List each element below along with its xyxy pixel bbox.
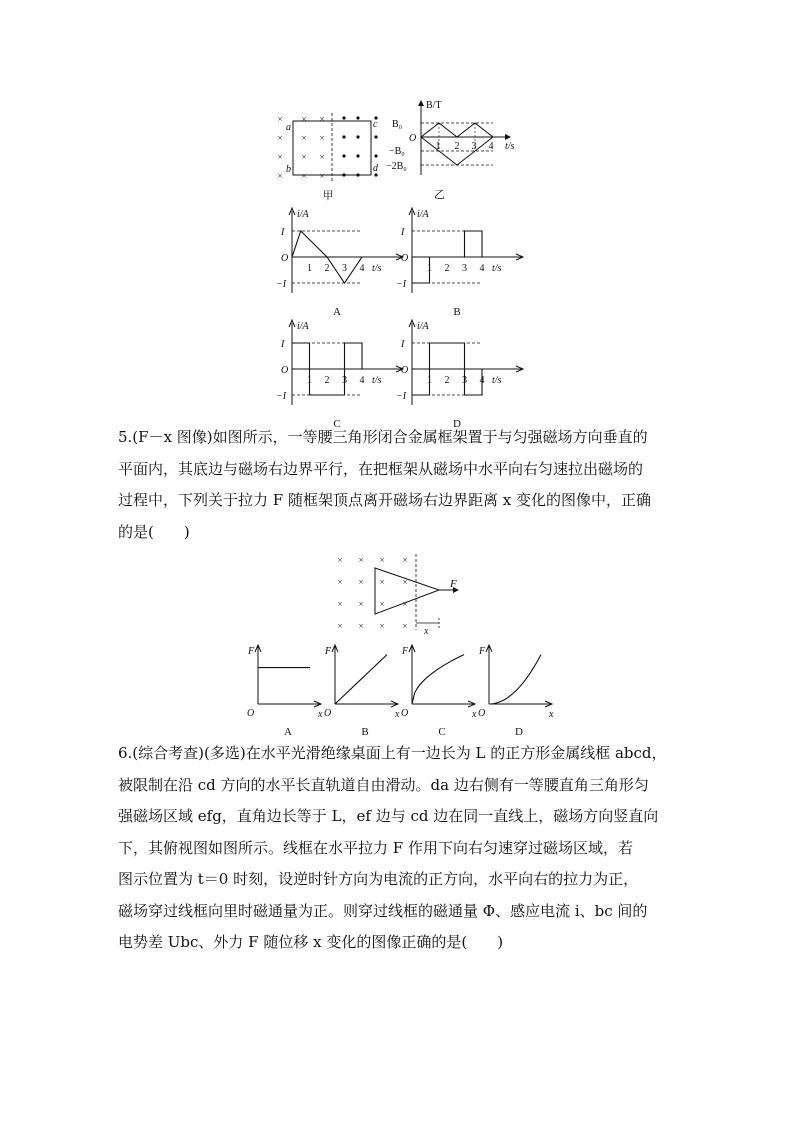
- q6-line-4: 下，其俯视图如图所示。线框在水平拉力 F 作用下向右匀速穿过磁场区域，若: [118, 838, 633, 857]
- q5-option-A: [247, 645, 323, 738]
- option-label: D: [453, 418, 461, 430]
- xtick-3: 3: [342, 375, 347, 386]
- q4-option-D: [396, 320, 523, 430]
- field-cross-0-0: ×: [337, 555, 343, 565]
- q5-line-3: 过程中，下列关于拉力 F 随框架顶点离开磁场右边界距离 x 变化的图像中，正确: [118, 491, 651, 509]
- ytick-neg-I: −I: [396, 279, 407, 290]
- corner-d: d: [373, 163, 378, 174]
- corner-b: b: [286, 164, 291, 175]
- field-cross-3-1: ×: [402, 577, 408, 587]
- option-label: C: [333, 418, 341, 430]
- origin-label: O: [401, 365, 409, 376]
- field-dot-1-1: [356, 135, 359, 138]
- force-curve: [489, 655, 541, 704]
- axis-y-label: B/T: [426, 100, 442, 111]
- corner-c: c: [373, 119, 378, 130]
- q6-line-7: 电势差 Ubc、外力 F 随位移 x 变化的图像正确的是( ): [118, 933, 504, 951]
- field-dot-1-2: [356, 154, 359, 157]
- field-cross-2-3: ×: [319, 171, 325, 181]
- axis-x-label: t/s: [492, 375, 502, 386]
- field-cross-1-1: ×: [358, 577, 364, 587]
- axis-y-label: F: [248, 646, 255, 657]
- xtick-1: 1: [307, 375, 312, 386]
- xtick-2: 2: [324, 375, 330, 386]
- xtick-2: 2: [324, 263, 330, 274]
- field-cross-1-2: ×: [358, 599, 364, 609]
- axis-y-label: F: [479, 646, 486, 657]
- axis-x-label: t/s: [372, 375, 382, 386]
- q5-option-graphs: [240, 642, 554, 738]
- origin-label: O: [478, 708, 486, 719]
- field-cross-0-3: ×: [337, 621, 343, 631]
- field-cross-0-0: ×: [277, 114, 283, 124]
- axis-y-label: F: [325, 646, 332, 657]
- field-cross-2-0: ×: [379, 555, 385, 565]
- q5-line-4: 的是( ): [118, 522, 190, 541]
- xtick-4: 4: [479, 375, 485, 386]
- field-cross-2-3: ×: [379, 621, 385, 631]
- field-cross-2-2: ×: [379, 599, 385, 609]
- ytick-neg-I: −I: [276, 391, 287, 402]
- ytick-b0: B₀: [392, 119, 403, 130]
- xtick-2: 2: [444, 263, 450, 274]
- q5-line-2: 平面内，其底边与磁场右边界平行，在把框架从磁场中水平向右匀速拉出磁场的: [118, 459, 644, 478]
- figure-triangle: [326, 548, 466, 638]
- q4-option-A: [276, 208, 403, 318]
- origin-label: O: [281, 253, 289, 264]
- axis-y-label: i/A: [417, 321, 429, 332]
- q6-line-6: 磁场穿过线框向里时磁通量为正。则穿过线框的磁通量 Φ、感应电流 i、bc 间的: [118, 901, 648, 920]
- xtick-4: 4: [488, 141, 494, 152]
- force-curve: [335, 655, 387, 704]
- field-cross-2-0: ×: [319, 114, 325, 124]
- field-cross-2-2: ×: [319, 152, 325, 162]
- field-cross-1-0: ×: [358, 555, 364, 565]
- q5-option-C: [401, 645, 477, 738]
- caption-yi: 乙: [434, 189, 445, 201]
- ytick-neg-I: −I: [396, 391, 407, 402]
- xtick-3: 3: [471, 141, 477, 152]
- q6-line-3: 强磁场区域 efg，直角边长等于 L，ef 边与 cd 边在同一直线上，磁场方向竖直向: [118, 807, 659, 825]
- force-curve: [412, 655, 464, 704]
- origin-label: O: [409, 133, 417, 144]
- xtick-1: 1: [435, 141, 441, 152]
- xtick-3: 3: [462, 263, 467, 274]
- xtick-4: 4: [479, 263, 485, 274]
- q5-option-D: [478, 645, 554, 738]
- ytick-I: I: [401, 339, 405, 350]
- origin-label: O: [401, 708, 409, 719]
- axis-x-label: x: [472, 709, 477, 720]
- origin-label: O: [247, 708, 255, 719]
- ytick-I: I: [281, 339, 285, 350]
- figure-jia: [272, 105, 382, 201]
- q4-option-B: [396, 208, 523, 318]
- option-label: A: [333, 306, 341, 318]
- q4-option-graphs: [262, 205, 532, 430]
- xtick-1: 1: [307, 263, 312, 274]
- field-dot-1-0: [356, 116, 359, 119]
- field-cross-3-0: ×: [402, 555, 408, 565]
- field-cross-1-0: ×: [301, 114, 307, 124]
- axis-y-label: i/A: [417, 209, 429, 220]
- ytick-I: I: [401, 227, 405, 238]
- q6-line-2: 被限制在沿 cd 方向的水平长直轨道自由滑动。da 边右侧有一等腰直角三角形匀: [118, 775, 649, 794]
- xtick-3: 3: [342, 263, 347, 274]
- field-dot-2-1: [374, 135, 377, 138]
- field-cross-0-1: ×: [277, 133, 283, 143]
- ytick-neg-I: −I: [276, 279, 287, 290]
- field-cross-0-3: ×: [277, 171, 283, 181]
- force-label: F: [450, 578, 457, 590]
- question-6: [118, 738, 678, 959]
- xtick-4: 4: [359, 375, 365, 386]
- field-dot-0-1: [342, 135, 345, 138]
- axis-x-label: x: [549, 709, 554, 720]
- field-dot-0-2: [342, 154, 345, 157]
- origin-label: O: [281, 365, 289, 376]
- field-cross-3-2: ×: [402, 599, 408, 609]
- field-dot-0-0: [342, 116, 345, 119]
- axis-x-label: x: [318, 709, 323, 720]
- ytick-I: I: [281, 227, 285, 238]
- option-label: D: [515, 726, 523, 738]
- field-cross-0-1: ×: [337, 577, 343, 587]
- ytick-neg-b0: −B₀: [389, 146, 405, 157]
- caption-jia: 甲: [322, 190, 334, 202]
- option-label: B: [453, 306, 461, 318]
- origin-label: O: [401, 253, 409, 264]
- origin-label: O: [324, 708, 332, 719]
- field-cross-3-3: ×: [402, 621, 408, 631]
- xtick-1: 1: [427, 375, 432, 386]
- q4-option-C: [276, 320, 403, 430]
- xtick-3: 3: [462, 375, 467, 386]
- q5-line-1: 5.(F－x 图像)如图所示，一等腰三角形闭合金属框架置于与匀强磁场方向垂直的: [118, 428, 648, 446]
- field-cross-1-1: ×: [301, 133, 307, 143]
- option-label: A: [284, 726, 292, 738]
- option-label: B: [361, 726, 369, 738]
- x-dim-label: x: [424, 626, 429, 637]
- xtick-4: 4: [359, 263, 365, 274]
- axis-y-label: i/A: [297, 209, 309, 220]
- question-5: [118, 422, 678, 548]
- xtick-1: 1: [427, 263, 432, 274]
- field-cross-0-2: ×: [277, 152, 283, 162]
- xtick-2: 2: [444, 375, 450, 386]
- field-cross-2-1: ×: [319, 133, 325, 143]
- figure-yi: [388, 97, 528, 203]
- ytick-neg-2b0: −2B₀: [386, 161, 407, 172]
- axis-x-label: x: [395, 709, 400, 720]
- field-cross-1-2: ×: [301, 152, 307, 162]
- field-dot-2-2: [374, 154, 377, 157]
- axis-y-label: i/A: [297, 321, 309, 332]
- axis-x-label: t/s: [372, 263, 382, 274]
- q6-line-5: 图示位置为 t＝0 时刻，设逆时针方向为电流的正方向，水平向右的拉力为正，: [118, 870, 639, 888]
- axis-x-label: t/s: [505, 141, 515, 152]
- field-cross-1-3: ×: [358, 621, 364, 631]
- field-cross-0-2: ×: [337, 599, 343, 609]
- axis-x-label: t/s: [492, 263, 502, 274]
- b-curve-upper: [421, 123, 493, 137]
- axis-y-label: F: [402, 646, 409, 657]
- option-label: C: [438, 726, 446, 738]
- corner-a: a: [286, 122, 291, 133]
- q6-line-1: 6.(综合考查)(多选)在水平光滑绝缘桌面上有一边长为 L 的正方形金属线框 abcd，: [118, 744, 667, 762]
- field-cross-2-1: ×: [379, 577, 385, 587]
- field-cross-1-3: ×: [301, 171, 307, 181]
- q5-option-B: [324, 645, 400, 738]
- xtick-2: 2: [454, 141, 460, 152]
